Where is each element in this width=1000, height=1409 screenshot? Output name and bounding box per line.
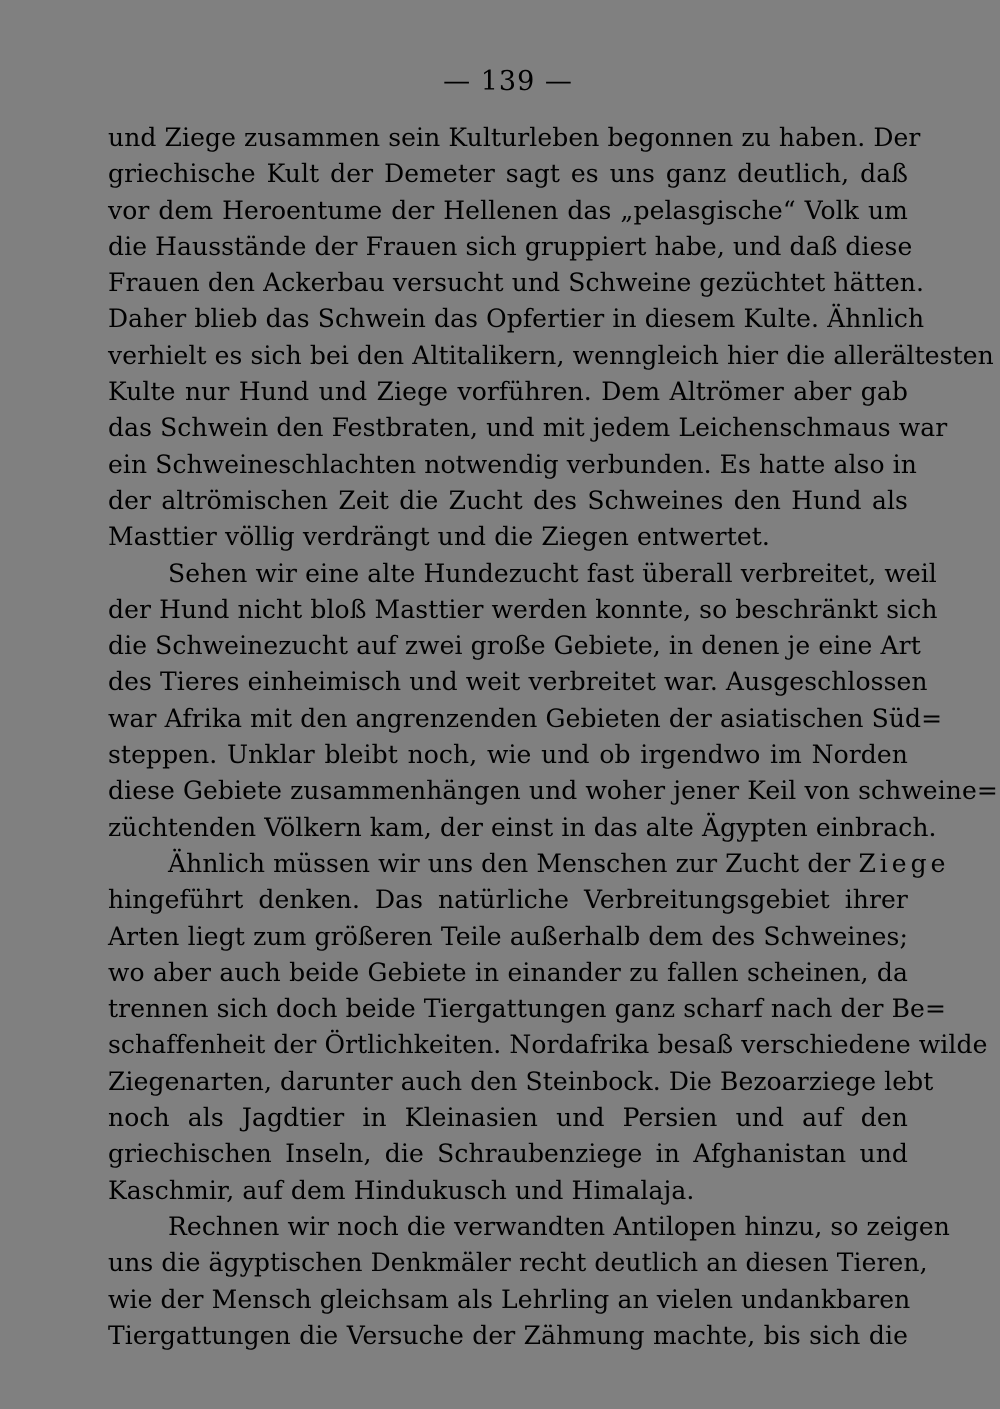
text-line: griechische Kult der Demeter sagt es uns ganz deutlich, daß xyxy=(108,159,908,189)
text-line: das Schwein den Festbraten, und mit jedem Leichenschmaus war xyxy=(108,413,948,443)
text-line: die Schweinezucht auf zwei große Gebiete, in denen je eine Art xyxy=(108,631,921,661)
text-line: ein Schweineschlachten notwendig verbunden. Es hatte also in xyxy=(108,449,917,479)
text-line: Kaschmir, auf dem Hindukusch und Himalaja. xyxy=(108,1175,695,1205)
text-line: hingeführt denken. Das natürliche Verbreitungsgebiet ihrer xyxy=(108,885,908,915)
text-line: Rechnen wir noch die verwandten Antilopen hinzu, so zeigen xyxy=(168,1211,951,1241)
page-number: — 139 — xyxy=(443,66,573,97)
text-line: Tiergattungen die Versuche der Zähmung machte, bis sich die xyxy=(108,1320,908,1350)
text-line: Kulte nur Hund und Ziege vorführen. Dem Altrömer aber gab xyxy=(108,377,908,407)
text-line-main: Ähnlich müssen wir uns den Menschen zur Zucht der xyxy=(168,848,851,878)
text-line: der Hund nicht bloß Masttier werden konnte, so beschränkt sich xyxy=(108,594,938,624)
text-line: verhielt es sich bei den Altitalikern, wenngleich hier die allerältesten xyxy=(108,340,994,370)
text-line: uns die ägyptischen Denkmäler recht deutlich an diesen Tieren, xyxy=(108,1248,928,1278)
text-line: wie der Mensch gleichsam als Lehrling an vielen undankbaren xyxy=(108,1284,911,1314)
text-line: Arten liegt zum größeren Teile außerhalb dem des Schweines; xyxy=(108,921,908,951)
text-line: griechischen Inseln, die Schraubenziege in Afghanistan und xyxy=(108,1139,908,1169)
text-line: Ziegenarten, darunter auch den Steinbock. Die Bezoarziege lebt xyxy=(108,1066,934,1096)
text-line: Masttier völlig verdrängt und die Ziegen entwertet. xyxy=(108,522,770,552)
book-page xyxy=(108,62,998,1382)
text-line: die Hausstände der Frauen sich gruppiert habe, und daß diese xyxy=(108,231,913,261)
text-line: diese Gebiete zusammenhängen und woher jener Keil von schweine= xyxy=(108,776,998,806)
text-line: noch als Jagdtier in Kleinasien und Persien und auf den xyxy=(108,1103,908,1133)
text-line: der altrömischen Zeit die Zucht des Schweines den Hund als xyxy=(108,485,908,515)
text-line xyxy=(108,846,950,882)
text-line: Sehen wir eine alte Hundezucht fast überall verbreitet, weil xyxy=(168,558,937,588)
text-line: wo aber auch beide Gebiete in einander zu fallen scheinen, da xyxy=(108,957,908,987)
emphasized-word: Ziege xyxy=(858,848,950,878)
text-line: trennen sich doch beide Tiergattungen ganz scharf nach der Be= xyxy=(108,994,946,1024)
text-line: vor dem Heroentume der Hellenen das „pelasgische“ Volk um xyxy=(108,195,908,225)
text-line: und Ziege zusammen sein Kulturleben begonnen zu haben. Der xyxy=(108,123,921,152)
text-line: Frauen den Ackerbau versucht und Schweine gezüchtet hätten. xyxy=(108,268,925,298)
text-line: war Afrika mit den angrenzenden Gebieten der asiatischen Süd= xyxy=(108,703,943,733)
text-line: des Tieres einheimisch und weit verbreitet war. Ausgeschlossen xyxy=(108,667,928,697)
text-line: schaffenheit der Örtlichkeiten. Nordafrika besaß verschiedene wilde xyxy=(108,1030,988,1060)
text-line: züchtenden Völkern kam, der einst in das alte Ägypten einbrach. xyxy=(108,812,937,842)
text-line: steppen. Unklar bleibt noch, wie und ob irgendwo im Norden xyxy=(108,740,908,770)
text-line: Daher blieb das Schwein das Opfertier in diesem Kulte. Ähnlich xyxy=(108,304,925,334)
